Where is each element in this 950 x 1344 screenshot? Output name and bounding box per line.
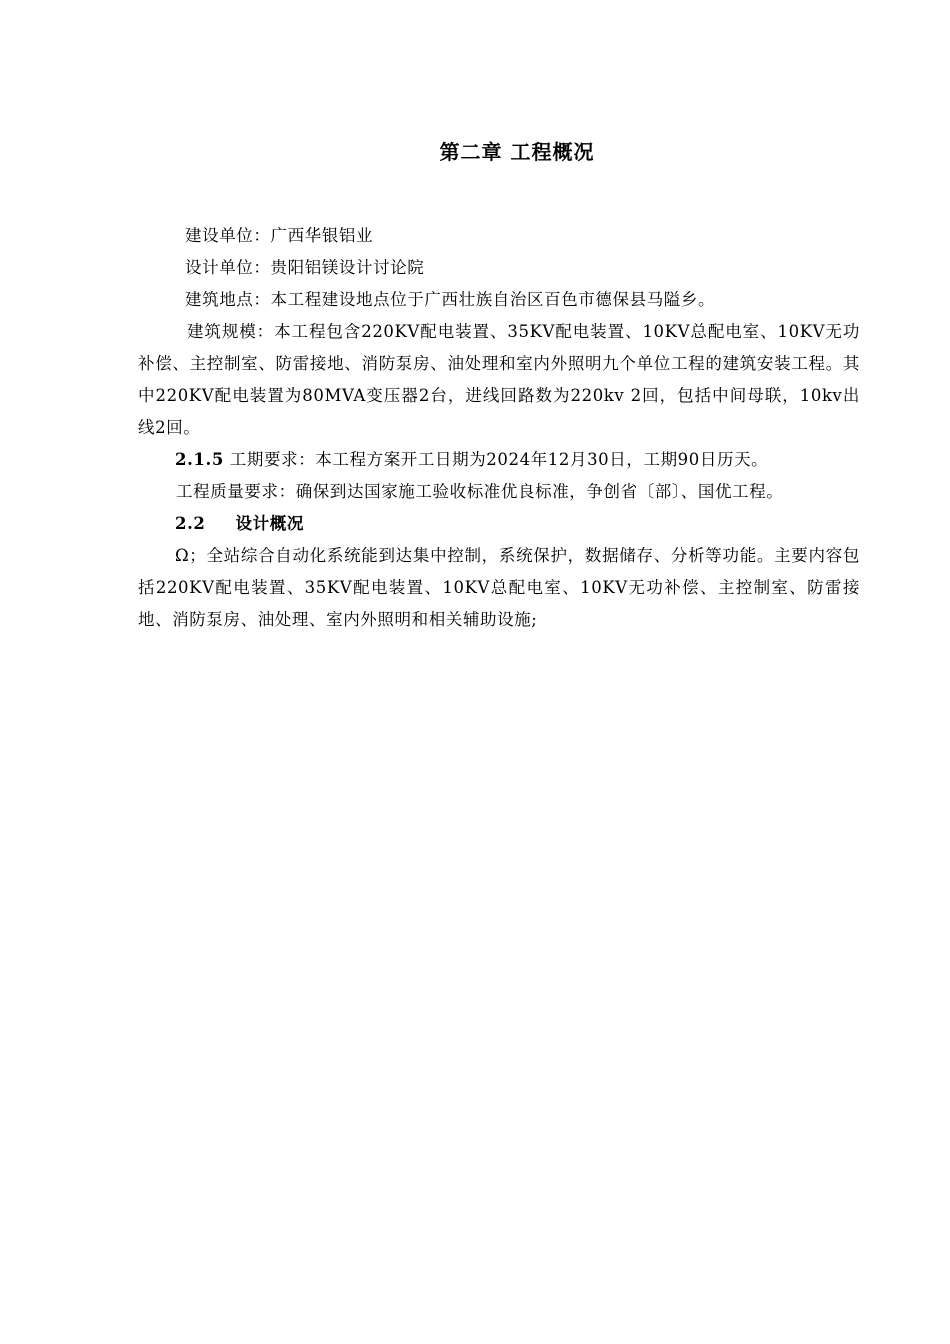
- section-number: 2.2: [175, 514, 206, 533]
- document-body: [138, 220, 860, 636]
- chapter-title: 第二章 工程概况: [439, 140, 595, 164]
- design-overview-paragraph: Ω；全站综合自动化系统能到达集中控制，系统保护，数据储存、分析等功能。主要内容包括220KV配电装置、35KV配电装置、10KV总配电室、10KV无功补偿、主控制室、防雷接地、消防泵房、油处理、室内外照明和相关辅助设施;: [138, 546, 860, 629]
- schedule-label: 工期要求：: [229, 450, 316, 469]
- building-location-value: 本工程建设地点位于广西壮族自治区百色市德保县马隘乡。: [270, 290, 716, 309]
- quality-label: 工程质量要求：: [176, 482, 296, 501]
- schedule-number: 2.1.5: [175, 450, 224, 469]
- building-scale-label: 建筑规模：: [187, 322, 275, 341]
- building-location-label: 建筑地点：: [185, 290, 271, 309]
- quality-paragraph: [138, 476, 860, 508]
- design-unit-paragraph: [138, 252, 860, 284]
- section-title: 设计概况: [235, 514, 304, 533]
- building-location-paragraph: [138, 284, 860, 316]
- schedule-value: 本工程方案开工日期为2024年12月30日，工期90日历天。: [315, 450, 769, 469]
- section-heading: [138, 508, 860, 540]
- building-scale-value: 本工程包含220KV配电装置、35KV配电装置、10KV总配电室、10KV无功补偿、主控制室、防雷接地、消防泵房、油处理和室内外照明九个单位工程的建筑安装工程。其中220KV配电装置为80MVA变压器2台，进线回路数为220kv 2回，包括中间母联，10kv出线2回。: [138, 322, 860, 437]
- schedule-paragraph: [138, 444, 860, 476]
- construction-unit-paragraph: [138, 220, 860, 252]
- building-scale-paragraph: [138, 316, 860, 444]
- design-unit-value: 贵阳铝镁设计讨论院: [270, 258, 425, 277]
- construction-unit-value: 广西华银铝业: [270, 226, 374, 245]
- design-unit-label: 设计单位：: [185, 258, 271, 277]
- quality-value: 确保到达国家施工验收标准优良标准，争创省〔部〕、国优工程。: [295, 482, 784, 501]
- construction-unit-label: 建设单位：: [185, 226, 271, 245]
